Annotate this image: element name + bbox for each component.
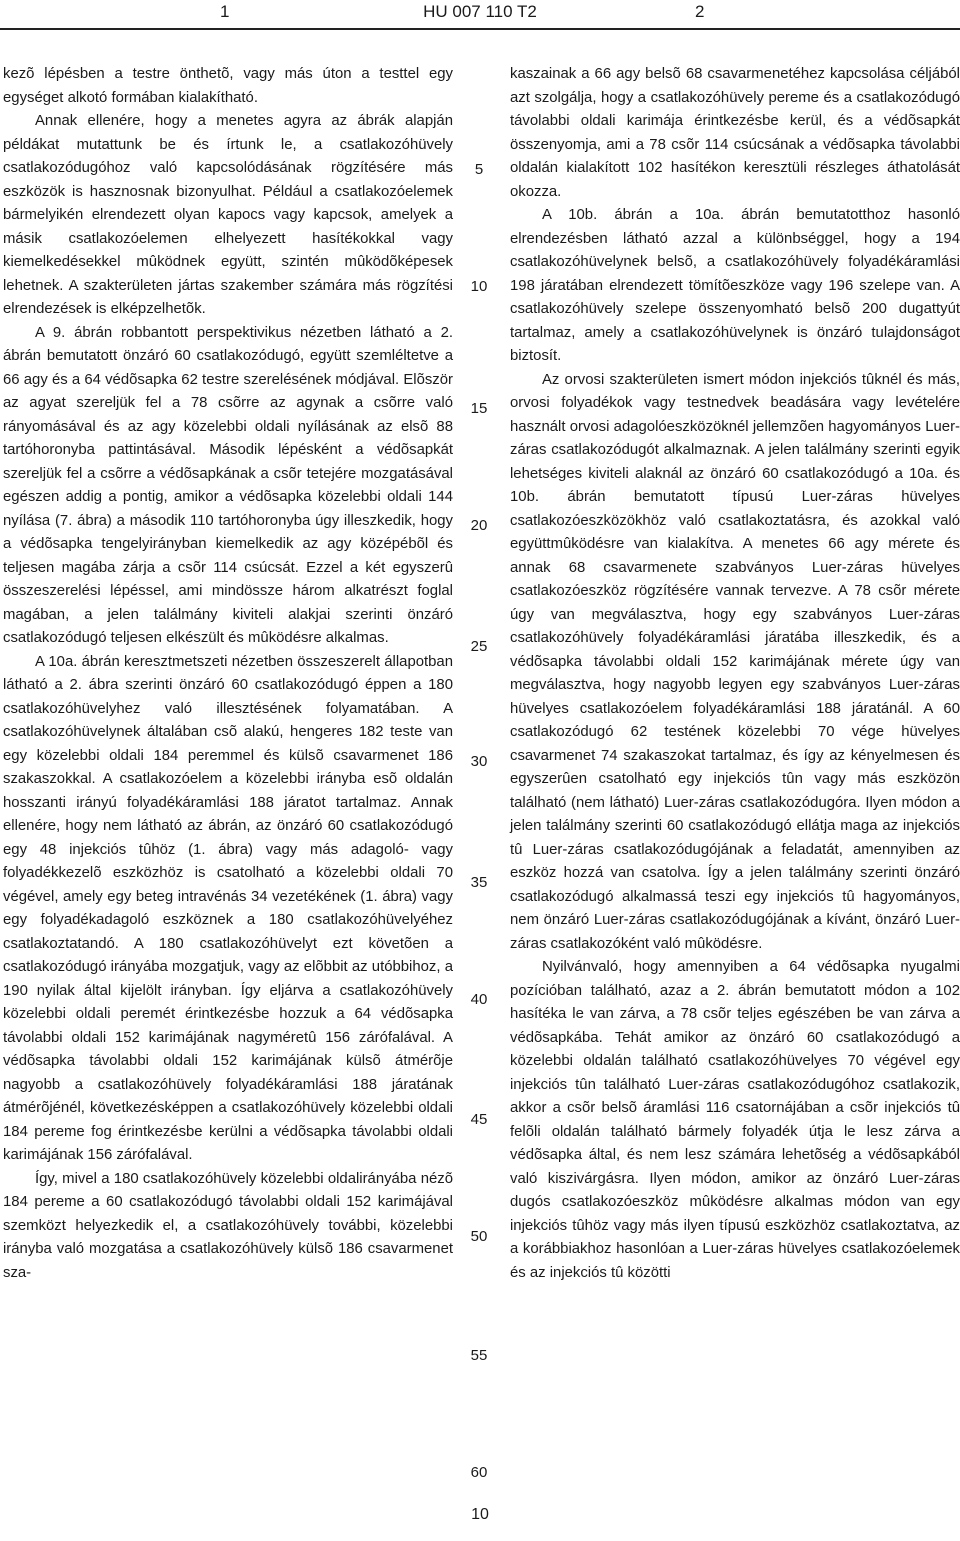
left-text-column	[3, 63, 453, 1285]
line-number: 20	[470, 517, 488, 534]
paragraph: Így, mivel a 180 csatlakozóhüvely közelebbi oldalirányába nézõ 184 pereme a 60 csatlakozódugó távolabbi oldali 152 karimájával szemközt helyezkedik el, a csatlakozóhüvely további, közelebbi irányba való mozgatása a csatlakozóhüvely külsõ 186 csavarmenet sza-	[3, 1170, 453, 1281]
line-number: 35	[470, 874, 488, 891]
line-number: 40	[470, 991, 488, 1008]
paragraph: Az orvosi szakterületen ismert módon injekciós tûknél és más, orvosi folyadékok vagy testnedvek beadására vagy levételére használt orvosi adagolóeszközöknél jellemzõen hagyományos Luer-záras csatlakozódugót alkalmaznak. A jelen találmány szerinti egyik lehetséges kiviteli alaknál az önzáró 60 csatlakozódugó a 10a. és 10b. ábrán bemutatott típusú Luer-záras hüvelyes csatlakozóeszközökhöz való csatlakoztatásra, és azokkal való együttmûködésre van kialakítva. A menetes 66 agy mérete és annak 68 csavarmenete szabványos Luer-záras hüvelyes csatlakozóeszköz rögzítésére vannak tervezve. A 78 csõr mérete úgy van megválasztva, hogy egy szabványos Luer-záras csatlakozóhüvely folyadékáramlási járatába illeszkedik, és a védõsapka távolabbi oldali 152 karimájának mérete úgy van megválasztva, hogy nagyobb legyen egy szabványos Luer-záras hüvelyes csatlakozóelem folyadékáramlási 188 járatánál. A 60 csatlakozódugó 62 testének közelebbi 70 vége hüvelyes csavarmenet 74 szakaszokat tartalmaz, és így az kényelmesen és egyszerûen csatolható egy injekciós tûn vagy más eszközön található (nem látható) Luer-záras csatlakozódugóra. Ilyen módon a jelen találmány szerinti 60 csatlakozódugó ellátja maga az injekciós tû Luer-záras csatlakozódugójának a feladatát, amennyiben az eszköz hozzá van csatolva. Így a jelen találmány szerinti önzáró csatlakozódugó alkalmassá teszi egy injekciós tû hagyományos, nem önzáró Luer-záras csatlakozódugójának a kívánt, önzáró Luer-záras csatlakozóként való mûködésre.	[510, 371, 960, 952]
paragraph: Nyilvánvaló, hogy amennyiben a 64 védõsapka nyugalmi pozícióban található, azaz a 2. ábrán bemutatott módon a 102 hasítéka le van zárva, a 78 csõr teljes egészében be van zárva a védõsapkába. Tehát amikor az önzáró 60 csatlakozódugó a közelebbi oldalán található csatlakozóhüvelyes 70 végével egy injekciós tûn található Luer-záras csatlakozódugóhoz csatlakozik, akkor a csõr belsõ áramlási 116 csatornájában a csõr injekciós tû felõli oldalán található bármely folyadék útja le lesz zárva a védõsapka által, és nem lesz számára lehetõség a védõsapkából való kiszivárgásra. Ilyen módon, amikor az önzáró Luer-záras dugós csatlakozóeszköz mûködésre alkalmas módon van egy injekciós tûhöz vagy más ilyen típusú eszközhöz csatlakoztatva, az a korábbiakhoz hasonlóan a Luer-záras hüvelyes csatlakozóelemek és az injekciós tû közötti	[510, 959, 960, 1281]
line-number: 10	[470, 278, 488, 295]
line-number: 30	[470, 753, 488, 770]
page-footer-number: 10	[471, 1506, 489, 1523]
line-number: 25	[470, 638, 488, 655]
line-number: 50	[470, 1228, 488, 1245]
page-header	[0, 0, 960, 34]
line-number: 5	[474, 161, 484, 178]
line-number: 55	[470, 1347, 488, 1364]
header-rule	[0, 28, 960, 30]
paragraph: Annak ellenére, hogy a menetes agyra az ábrák alapján példákat mutattunk be és írtunk le, a csatlakozóhüvely csatlakozódugóhoz való kapcsolódásának rögzítésére más eszközök is hasznosnak bizonyulhat. Például a csatlakozóelemek bármelyikén elrendezett olyan kapocs vagy kapcsok, amelyek a másik csatlakozóelemen elhelyezett hasítékokkal vagy kiemelkedésekkel mûködnek együtt, szintén mûködõképesek lehetnek. A szakterületen jártas szakember számára más rögzítési elrendezések is elképzelhetõk.	[3, 113, 453, 317]
line-number: 45	[470, 1111, 488, 1128]
paragraph: A 10b. ábrán a 10a. ábrán bemutatotthoz hasonló elrendezésben látható azzal a különbséggel, hogy a 194 csatlakozóhüvelynek belsõ, a csatlakozóhüvely folyadékáramlási 198 járatában elrendezett tömítõeszköze vagy 196 szelepe van. A csatlakozóhüvely szelepe összenyomható belsõ 200 dugattyút tartalmaz, amely a csatlakozóhüvelynek is önzáró tulajdonságot biztosít.	[510, 207, 960, 364]
paragraph: kezõ lépésben a testre önthetõ, vagy más úton a testtel egy egységet alkotó formában kialakítható.	[3, 66, 453, 106]
document-id: HU 007 110 T2	[423, 2, 537, 21]
page-number-left: 1	[220, 2, 230, 21]
line-number: 15	[470, 400, 488, 417]
paragraph: kaszainak a 66 agy belsõ 68 csavarmenetéhez kapcsolása céljából azt szolgálja, hogy a csatlakozóhüvely pereme és a csatlakozódugó távolabbi oldali karimája érintkezésbe kerül, és a védõsapkát összenyomja, ami a 78 csõr 114 csúcsának a védõsapka távolabbi oldalán kialakított 102 hasítékon keresztüli részleges áthatolását okozza.	[510, 66, 960, 200]
right-text-column	[510, 63, 960, 1285]
line-number: 60	[470, 1464, 488, 1481]
paragraph: A 10a. ábrán keresztmetszeti nézetben összeszerelt állapotban látható a 2. ábra szerinti önzáró 60 csatlakozódugó éppen a 180 csatlakozóhüvelyhez való illesztésének folyamatában. A csatlakozóhüvelynek általában csõ alakú, hengeres 182 teste van egy közelebbi oldali 184 peremmel és külsõ csavarmenet 186 szakaszokkal. A csatlakozóelem a közelebbi irányba esõ oldalán hosszanti irányú folyadékáramlási 188 járatot tartalmaz. Annak ellenére, hogy nem látható az ábrán, az önzáró 60 csatlakozódugó egy 48 injekciós tûhöz (1. ábra) vagy más adagoló- vagy folyadékkezelõ eszközhöz is csatolható a közelebbi oldali 70 végével, amely egy beteg intravénás 34 vezetékének (1. ábra) vagy egy folyadékadagoló eszköznek a 180 csatlakozóhüvelyéhez csatlakoztatandó. A 180 csatlakozóhüvelyt ezt követõen a csatlakozódugó irányába mozgatjuk, vagy az elõbbit az utóbbihoz, a 190 nyilak által kijelölt irányban. Így eljárva a csatlakozóhüvely közelebbi oldali peremét érintkezésbe hozzuk a 64 védõsapka távolabbi oldali 152 karimájának nagyméretû 156 zárófalával. A védõsapka távolabbi oldali 152 karimájának külsõ átmérõje nagyobb a csatlakozóhüvely folyadékáramlási 188 járatának átmérõjénél, következésképpen a csatlakozóhüvely közelebbi oldali 184 pereme fog érintkezésbe kerülni a védõsapka távolabbi oldali karimájának 156 zárófalával.	[3, 653, 453, 1163]
page-number-right: 2	[695, 2, 705, 21]
paragraph: A 9. ábrán robbantott perspektivikus nézetben látható a 2. ábrán bemutatott önzáró 60 csatlakozódugó, együtt szemléltetve a 66 agy és a 64 védõsapka 62 testre szerelésének módjával. Elõször az agyat szereljük fel a 78 csõrre az agynak a csõrre való rányomásával és az agy közelebbi oldali nyílásának az elsõ 88 tartóhoronyba pattintásával. Második lépésként a védõsapkát szereljük fel a csõrre a védõsapkának a csõr tetejére mozgatásával egészen addig a pontig, amikor a védõsapka közelebbi oldali 144 nyílása (7. ábra) a második 110 tartóhoronyba úgy illeszkedik, hogy a védõsapka tengelyirányban kiemelkedik az agy középébõl és teljesen magába zárja a csõr 114 csúcsát. Ezzel a két egyszerû összeszerelési lépéssel, ami mindössze három alkatrészt foglal magában, a jelen találmány kiviteli alakjai szerinti önzáró csatlakozódugó teljesen elkészült és mûködésre alkalmas.	[3, 324, 453, 646]
